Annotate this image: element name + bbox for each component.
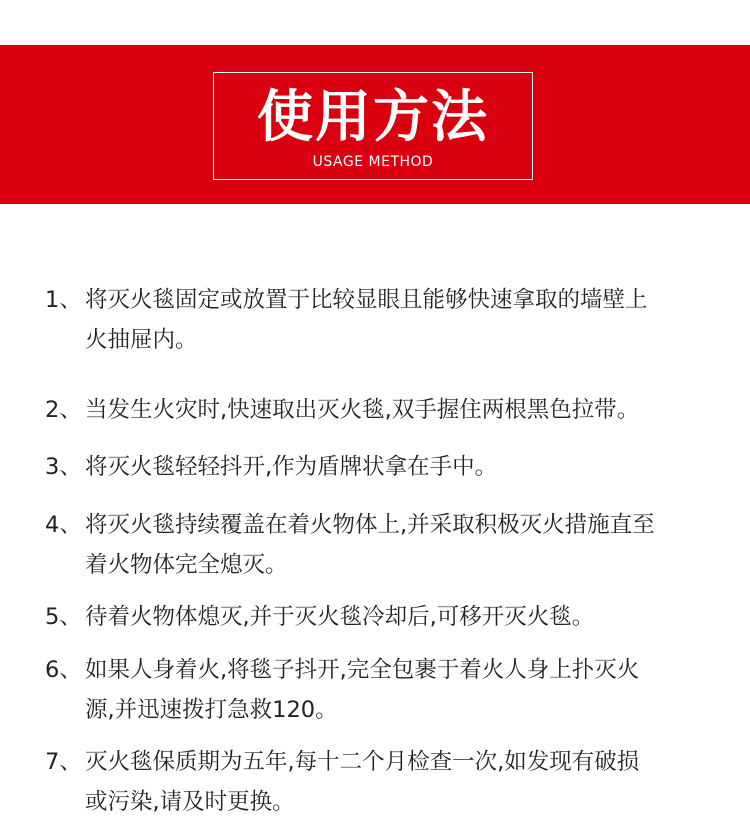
step-text — [85, 447, 735, 487]
step-line: 着火物体完全熄灭。 — [85, 552, 288, 578]
step-line: 将灭火毯固定或放置于比较显眼且能够快速拿取的墙壁上 — [85, 287, 648, 313]
step-item — [45, 280, 735, 360]
step-text — [85, 597, 735, 637]
step-number: 4、 — [45, 512, 82, 538]
step-text — [85, 742, 735, 822]
step-line: 将灭火毯轻轻抖开,作为盾牌状拿在手中。 — [85, 454, 498, 480]
step-line: 火抽屉内。 — [85, 327, 198, 353]
step-line: 如果人身着火,将毯子抖开,完全包裹于着火人身上扑灭火 — [85, 657, 640, 683]
step-text — [85, 390, 735, 430]
step-number: 5、 — [45, 604, 82, 630]
step-item — [45, 390, 735, 430]
step-number: 2、 — [45, 397, 82, 423]
header-banner — [0, 45, 750, 204]
step-line: 将灭火毯持续覆盖在着火物体上,并采取积极灭火措施直至 — [85, 512, 655, 538]
title-frame — [213, 72, 533, 180]
step-number: 1、 — [45, 287, 82, 313]
step-line: 或污染,请及时更换。 — [85, 789, 295, 815]
step-text — [85, 280, 735, 360]
step-text — [85, 650, 735, 730]
step-text — [85, 505, 735, 585]
step-number: 3、 — [45, 454, 82, 480]
page-title: 使用方法 — [257, 85, 489, 150]
step-line: 当发生火灾时,快速取出灭火毯,双手握住两根黑色拉带。 — [85, 397, 640, 423]
step-number: 7、 — [45, 749, 82, 775]
step-number: 6、 — [45, 657, 82, 683]
step-item — [45, 447, 735, 487]
step-item — [45, 597, 735, 637]
step-item — [45, 742, 735, 822]
page-subtitle: USAGE METHOD — [312, 154, 434, 170]
step-line: 灭火毯保质期为五年,每十二个月检查一次,如发现有破损 — [85, 749, 640, 775]
step-item — [45, 505, 735, 585]
usage-steps-list — [45, 280, 735, 822]
step-item — [45, 650, 735, 730]
step-line: 源,并迅速拨打急救120。 — [85, 697, 338, 723]
step-line: 待着火物体熄灭,并于灭火毯冷却后,可移开灭火毯。 — [85, 604, 595, 630]
